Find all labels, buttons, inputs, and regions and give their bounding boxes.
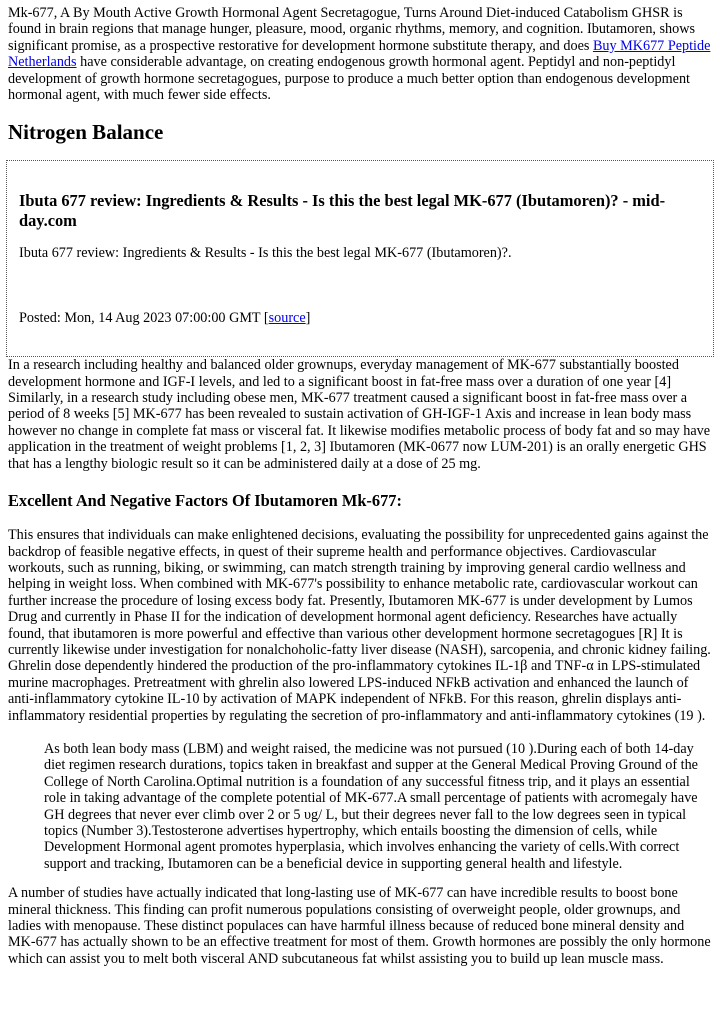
embed-posted-date: Posted: Mon, 14 Aug 2023 07:00:00 GMT [ xyxy=(19,309,269,326)
quoted-block: As both lean body mass (LBM) and weight raised, the medicine was not pursued (10 ).During each of both 14-day diet regimen research durations, topics taken in breakfast and supper at the General Medical Proving Ground of the College of North Carolina.Optimal nutrition is a foundation of any successful fitness trip, and it plays an essential role in taking advantage of the complete potential of MK-677.A small percentage of patients with acromegaly have GH degrees that never ever climb over 2 or 5 υg/ L, but their degrees never fall to the low degrees seen in typical topics (Number 3).Testosterone advertises hypertrophy, which entails boosting the dimension of cells, while Development Hormonal agent promotes hyperplasia, which involves enhancing the variety of cells.With correct support and tracking, Ibutamoren can be a beneficial device in supporting general health and lifestyle. xyxy=(44,740,698,872)
intro-paragraph xyxy=(8,5,712,103)
research-paragraph: In a research including healthy and balanced older grownups, everyday management of MK-677 substantially boosted development hormone and IGF-I levels, and led to a significant boost in fat-free mass over a duration of one year [4] Similarly, in a research study including obese men, MK-677 treatment caused a significant boost in fat-free mass over a period of 8 weeks [5] MK-677 has been revealed to sustain activation of GH-IGF-1 Axis and increase in lean body mass however no change in complete fat mass or visceral fat. It likewise modifies metabolic process of body fat and so may have application in the treatment of weight problems [1, 2, 3] Ibutamoren (MK-0677 now LUM-201) is an orally energetic GHS that has a lengthy biologic result so it can be administered daily at a dose of 25 mg. xyxy=(8,357,711,472)
embed-summary: Ibuta 677 review: Ingredients & Results - Is this the best legal MK-677 (Ibutamoren)?. xyxy=(19,245,512,262)
intro-text-before-link: Mk-677, A By Mouth Active Growth Hormonal Agent Secretagogue, Turns Around Diet-induced Catabolism GHSR is found in brain regions that manage hunger, pleasure, mood, organic rhythms, memory, and cognition. Ibutamoren, shows significant promise, as a prospective restorative for development hormone substitute therapy, and does xyxy=(8,5,695,54)
embed-posted-suffix: ] xyxy=(305,309,311,326)
news-embed-box xyxy=(6,160,714,357)
intro-text-after-link: have considerable advantage, on creating endogenous growth hormonal agent. Peptidyl and non-peptidyl development of growth hormone secretagogues, purpose to produce a much better option than endogenous development hormonal agent, with much fewer side effects. xyxy=(8,54,690,104)
section-heading-nitrogen-balance: Nitrogen Balance xyxy=(8,120,164,145)
subheading-factors: Excellent And Negative Factors Of Ibutamoren Mk-677: xyxy=(8,491,402,511)
embed-posted-line xyxy=(19,310,701,326)
bone-density-paragraph: A number of studies have actually indicated that long-lasting use of MK-677 can have incredible results to boost bone mineral thickness. This finding can profit numerous populations consisting of overweight people, older grownups, and ladies with menopause. These distinct populaces can have harmful illness because of reduced bone mineral density and MK-677 has actually shown to be an effective treatment for most of them. Growth hormones are possibly the only hormone which can assist you to melt both visceral AND subcutaneous fat whilst assisting you to build up lean muscle mass. xyxy=(8,885,711,967)
factors-paragraph: This ensures that individuals can make enlightened decisions, evaluating the possibility for unprecedented gains against the backdrop of feasible negative effects, in quest of their supreme health and performance objectives. Cardiovascular workouts, such as running, biking, or swimming, can match strength training by improving general cardio wellness and helping in weight loss. When combined with MK-677's possibility to enhance metabolic rate, cardiovascular workout can further increase the procedure of losing excess body fat. Presently, Ibutamoren MK-677 is under development by Lumos Drug and currently in Phase II for the indication of development hormonal agent deficiency. Researches have actually found, that ibutamoren is more powerful and effective than various other development hormone secretagogues [R] It is currently likewise under investigation for nonalchoholic-fatty liver disease (NASH), sarcopenia, and chronic kidney failing. Ghrelin dose dependently hindered the production of the pro-inflammatory cytokines IL-1β and TNF-α in LPS-stimulated murine macrophages. Pretreatment with ghrelin also lowered LPS-induced NFkB activation and enhanced the launch of anti-inflammatory cytokine IL-10 by activation of MAPK independent of NFkB. For this reason, ghrelin displays anti-inflammatory residential properties by regulating the secretion of pro-inflammatory and anti-inflammatory cytokines (19 ). xyxy=(8,527,711,724)
source-link[interactable]: source xyxy=(268,309,306,326)
embed-title: Ibuta 677 review: Ingredients & Results - Is this the best legal MK-677 (Ibutamoren)? - mid-day.com xyxy=(19,191,666,231)
buy-mk677-netherlands-link[interactable]: Buy MK677 Peptide Netherlands xyxy=(8,37,711,71)
